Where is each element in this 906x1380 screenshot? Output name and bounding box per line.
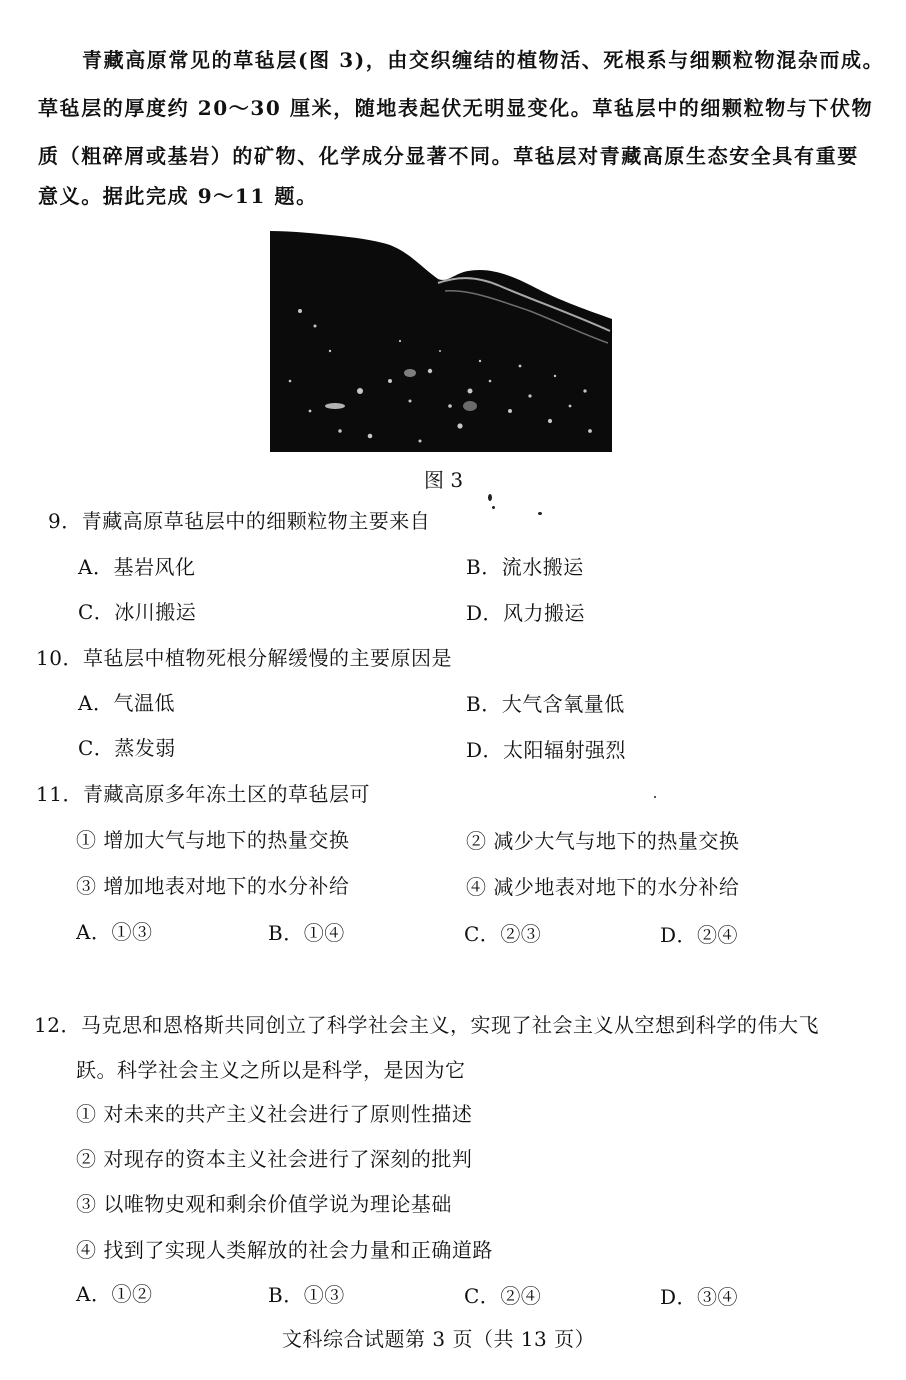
statement-2: ② 对现存的资本主义社会进行了深刻的批判 — [76, 1147, 473, 1171]
question-number: 11． — [36, 782, 83, 806]
option-a[interactable] — [78, 554, 195, 580]
option-text: 气温低 — [113, 691, 175, 715]
option-text: ②④ — [697, 923, 739, 947]
option-label: B． — [466, 692, 502, 716]
option-label: B． — [466, 555, 502, 579]
option-b[interactable] — [268, 1282, 345, 1308]
option-label: D． — [466, 738, 504, 762]
intro-line-1: 青藏高原常见的草毡层(图 3)，由交织缠结的植物活、死根系与细颗粒物混杂而成。 — [82, 48, 885, 72]
option-c[interactable] — [464, 921, 541, 947]
question-stem: 青藏高原草毡层中的细颗粒物主要来自 — [81, 509, 431, 533]
statement-1: ① 增加大气与地下的热量交换 — [76, 828, 350, 852]
question-stem: 青藏高原多年冻土区的草毡层可 — [82, 782, 370, 806]
option-a[interactable] — [76, 1281, 152, 1307]
option-c[interactable] — [78, 599, 196, 625]
option-label: D． — [466, 601, 504, 625]
scan-speck — [488, 494, 492, 501]
option-text: ①③ — [303, 1283, 345, 1307]
statement-4: ④ 找到了实现人类解放的社会力量和正确道路 — [76, 1238, 493, 1262]
option-label: A． — [78, 555, 114, 579]
option-text: 流水搬运 — [501, 555, 584, 579]
scan-speck — [538, 512, 542, 515]
option-b[interactable] — [268, 920, 345, 946]
option-text: 风力搬运 — [503, 601, 586, 625]
option-d[interactable] — [660, 1284, 738, 1310]
option-label: B． — [268, 921, 304, 945]
scan-speck — [492, 506, 495, 509]
option-text: 大气含氧量低 — [501, 692, 625, 716]
statement-3: ③ 以唯物史观和剩余价值学说为理论基础 — [76, 1192, 452, 1216]
option-text: ①② — [111, 1282, 153, 1306]
option-text: ②③ — [500, 922, 542, 946]
question-stem-line-1: 马克思和恩格斯共同创立了科学社会主义，实现了社会主义从空想到科学的伟大飞 — [80, 1013, 819, 1037]
statement-4: ④ 减少地表对地下的水分补给 — [466, 875, 740, 899]
option-text: 太阳辐射强烈 — [503, 738, 627, 762]
option-d[interactable] — [466, 600, 585, 626]
option-text: 冰川搬运 — [114, 600, 197, 624]
option-b[interactable] — [466, 554, 584, 580]
statement-3: ③ 增加地表对地下的水分补给 — [76, 874, 350, 898]
statement-1: ① 对未来的共产主义社会进行了原则性描述 — [76, 1102, 473, 1126]
option-a[interactable] — [76, 919, 152, 945]
option-label: C． — [464, 922, 501, 946]
option-c[interactable] — [78, 735, 176, 761]
option-label: D． — [660, 923, 698, 947]
option-label: C． — [78, 736, 115, 760]
figure-3-photo — [270, 231, 612, 452]
option-text: ①④ — [303, 921, 345, 945]
option-text: ②④ — [500, 1284, 542, 1308]
option-label: A． — [76, 920, 112, 944]
intro-line-3: 质（粗碎屑或基岩）的矿物、化学成分显著不同。草毡层对青藏高原生态安全具有重要 — [38, 144, 859, 168]
option-label: D． — [660, 1285, 698, 1309]
intro-line-4: 意义。据此完成 9～11 题。 — [38, 184, 318, 208]
option-label: B． — [268, 1283, 304, 1307]
option-label: C． — [78, 600, 115, 624]
option-text: 基岩风化 — [113, 555, 196, 579]
question-number: 10． — [36, 646, 83, 670]
question-stem: 草毡层中植物死根分解缓慢的主要原因是 — [82, 646, 452, 670]
option-d[interactable] — [466, 737, 626, 763]
option-label: A． — [76, 1282, 112, 1306]
option-b[interactable] — [466, 691, 625, 717]
scan-speck — [654, 796, 656, 798]
option-text: 蒸发弱 — [114, 736, 176, 760]
question-number: 9． — [48, 509, 82, 533]
question-stem-line-2: 跃。科学社会主义之所以是科学，是因为它 — [76, 1058, 466, 1082]
intro-line-2: 草毡层的厚度约 20～30 厘米，随地表起伏无明显变化。草毡层中的细颗粒物与下伏物 — [38, 96, 874, 120]
question-number: 12． — [34, 1013, 81, 1037]
option-label: C． — [464, 1284, 501, 1308]
figure-3-caption: 图 3 — [424, 468, 464, 492]
option-label: A． — [78, 691, 114, 715]
option-c[interactable] — [464, 1283, 541, 1309]
option-text: ①③ — [111, 920, 153, 944]
option-a[interactable] — [78, 690, 175, 716]
soil-profile-image — [270, 231, 612, 452]
page-footer: 文科综合试题第 3 页（共 13 页） — [282, 1327, 596, 1351]
statement-2: ② 减少大气与地下的热量交换 — [466, 829, 740, 853]
option-d[interactable] — [660, 922, 738, 948]
option-text: ③④ — [697, 1285, 739, 1309]
